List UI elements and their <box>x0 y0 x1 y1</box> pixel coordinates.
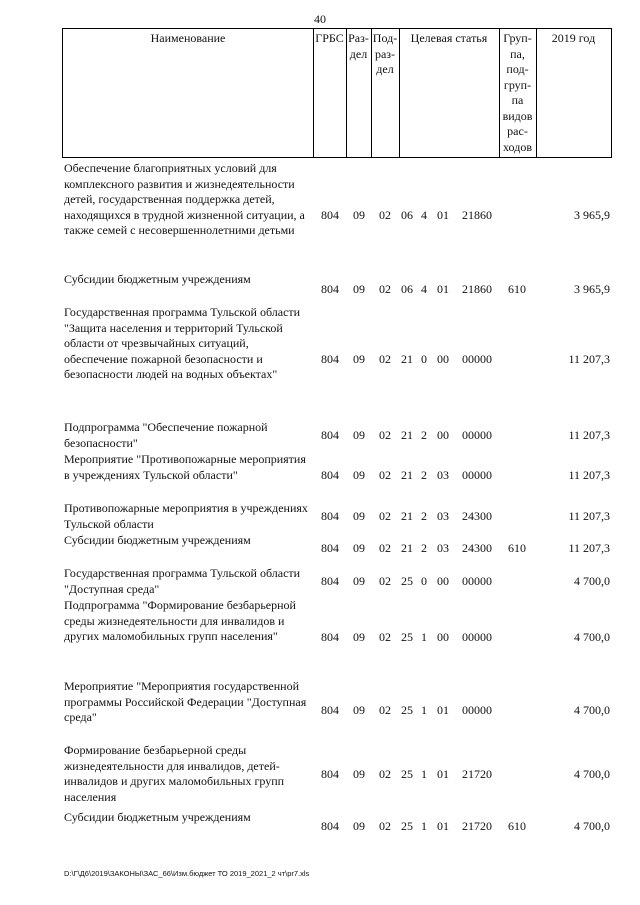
row-podrazdel: 02 <box>379 630 391 644</box>
row-target-event: 01 <box>437 767 449 781</box>
row-podrazdel: 02 <box>379 428 391 442</box>
row-name: Противопожарные мероприятия в учреждениях Тульской области <box>64 501 308 531</box>
row-target-program: 21 <box>401 352 413 366</box>
row-amount: 11 207,3 <box>568 509 610 523</box>
row-razdel: 09 <box>353 509 365 523</box>
row-target-direction: 24300 <box>462 541 492 555</box>
row-grbs: 804 <box>321 468 339 482</box>
row-grbs: 804 <box>321 767 339 781</box>
footer-file-path: D:\Г\Д6\2019\ЗАКОНЫ\ЗАС_66\Изм.бюджет ТО 2019_2021_2 чт\pr7.xls <box>64 869 310 878</box>
row-amount: 11 207,3 <box>568 428 610 442</box>
row-podrazdel: 02 <box>379 703 391 717</box>
row-razdel: 09 <box>353 767 365 781</box>
header-podrazdel: Под- раз- дел <box>372 31 398 76</box>
row-razdel: 09 <box>353 574 365 588</box>
row-name: Государственная программа Тульской области "Доступная среда" <box>64 566 301 596</box>
row-razdel: 09 <box>353 541 365 555</box>
row-podrazdel: 02 <box>379 819 391 833</box>
row-podrazdel: 02 <box>379 574 391 588</box>
row-target-event: 03 <box>437 468 449 482</box>
row-podrazdel: 02 <box>379 767 391 781</box>
row-target-program: 21 <box>401 541 413 555</box>
row-target-direction: 00000 <box>462 703 492 717</box>
row-grbs: 804 <box>321 352 339 366</box>
table-header <box>62 28 612 158</box>
row-target-program: 25 <box>401 819 413 833</box>
row-name: Субсидии бюджетным учреждениям <box>64 533 251 547</box>
row-podrazdel: 02 <box>379 282 391 296</box>
row-target-subprogram: 2 <box>421 509 427 523</box>
row-target-subprogram: 0 <box>421 574 427 588</box>
row-expense-type: 610 <box>508 541 526 555</box>
row-razdel: 09 <box>353 630 365 644</box>
row-podrazdel: 02 <box>379 468 391 482</box>
row-target-subprogram: 4 <box>421 282 427 296</box>
row-podrazdel: 02 <box>379 352 391 366</box>
row-name: Подпрограмма "Формирование безбарьерной среды жизнедеятельности для инвалидов и других маломобильных групп населения" <box>64 598 296 643</box>
row-razdel: 09 <box>353 282 365 296</box>
row-amount: 4 700,0 <box>574 767 610 781</box>
row-name: Субсидии бюджетным учреждениям <box>64 810 251 824</box>
row-name: Мероприятие "Противопожарные мероприятия в учреждениях Тульской области" <box>64 452 306 482</box>
row-target-event: 00 <box>437 428 449 442</box>
row-grbs: 804 <box>321 282 339 296</box>
row-name: Формирование безбарьерной среды жизнедеятельности для инвалидов, детей-инвалидов и других маломобильных групп населения <box>64 743 285 804</box>
row-razdel: 09 <box>353 428 365 442</box>
row-razdel: 09 <box>353 703 365 717</box>
page-number: 40 <box>314 12 326 26</box>
row-target-direction: 00000 <box>462 574 492 588</box>
header-vid: Груп- па, под- груп- па видов рас- ходов <box>502 31 533 154</box>
row-target-event: 00 <box>437 352 449 366</box>
header-grbs: ГРБС <box>315 31 344 45</box>
row-target-subprogram: 0 <box>421 352 427 366</box>
row-amount: 11 207,3 <box>568 541 610 555</box>
row-target-direction: 00000 <box>462 468 492 482</box>
row-target-program: 25 <box>401 630 413 644</box>
row-amount: 3 965,9 <box>574 208 610 222</box>
row-name: Государственная программа Тульской области "Защита населения и территорий Тульской области от чрезвычайных ситуаций, обеспечение пожарной безопасности и безопасности людей на водных объектах" <box>64 305 301 381</box>
row-target-subprogram: 1 <box>421 703 427 717</box>
row-grbs: 804 <box>321 630 339 644</box>
header-year: 2019 год <box>551 31 596 45</box>
row-expense-type: 610 <box>508 819 526 833</box>
row-grbs: 804 <box>321 208 339 222</box>
row-target-program: 25 <box>401 574 413 588</box>
row-amount: 4 700,0 <box>574 630 610 644</box>
row-target-direction: 21860 <box>462 208 492 222</box>
row-target-subprogram: 2 <box>421 541 427 555</box>
row-target-direction: 00000 <box>462 352 492 366</box>
row-target-subprogram: 2 <box>421 468 427 482</box>
row-amount: 11 207,3 <box>568 468 610 482</box>
row-podrazdel: 02 <box>379 208 391 222</box>
row-target-event: 01 <box>437 819 449 833</box>
row-name: Обеспечение благоприятных условий для комплексного развития и жизнедеятельности детей, государственная поддержка детей, находящихся в трудной жизненной ситуации, а также семей с несовершеннолетними детьми <box>64 161 305 237</box>
row-target-event: 00 <box>437 630 449 644</box>
row-target-direction: 00000 <box>462 428 492 442</box>
row-target-direction: 00000 <box>462 630 492 644</box>
row-amount: 3 965,9 <box>574 282 610 296</box>
row-grbs: 804 <box>321 574 339 588</box>
row-target-event: 01 <box>437 208 449 222</box>
row-target-event: 01 <box>437 703 449 717</box>
row-podrazdel: 02 <box>379 509 391 523</box>
row-target-subprogram: 1 <box>421 767 427 781</box>
row-name: Подпрограмма "Обеспечение пожарной безопасности" <box>64 420 268 450</box>
row-target-program: 21 <box>401 509 413 523</box>
row-target-direction: 21720 <box>462 767 492 781</box>
row-razdel: 09 <box>353 819 365 833</box>
row-name: Мероприятие "Мероприятия государственной программы Российской Федерации "Доступная среда" <box>64 679 307 724</box>
row-target-program: 21 <box>401 468 413 482</box>
row-target-program: 06 <box>401 208 413 222</box>
row-target-program: 25 <box>401 703 413 717</box>
row-amount: 4 700,0 <box>574 574 610 588</box>
row-target-event: 03 <box>437 541 449 555</box>
row-razdel: 09 <box>353 352 365 366</box>
row-target-direction: 24300 <box>462 509 492 523</box>
row-amount: 4 700,0 <box>574 819 610 833</box>
row-razdel: 09 <box>353 468 365 482</box>
row-amount: 4 700,0 <box>574 703 610 717</box>
header-name: Наименование <box>150 31 226 45</box>
row-expense-type: 610 <box>508 282 526 296</box>
row-amount: 11 207,3 <box>568 352 610 366</box>
row-target-program: 25 <box>401 767 413 781</box>
row-target-subprogram: 1 <box>421 630 427 644</box>
row-target-event: 03 <box>437 509 449 523</box>
row-target-subprogram: 4 <box>421 208 427 222</box>
row-target-event: 01 <box>437 282 449 296</box>
row-target-event: 00 <box>437 574 449 588</box>
row-target-subprogram: 1 <box>421 819 427 833</box>
header-razdel: Раз- дел <box>348 31 369 61</box>
row-grbs: 804 <box>321 428 339 442</box>
row-target-direction: 21860 <box>462 282 492 296</box>
row-grbs: 804 <box>321 509 339 523</box>
row-grbs: 804 <box>321 819 339 833</box>
row-grbs: 804 <box>321 541 339 555</box>
row-name: Субсидии бюджетным учреждениям <box>64 272 251 286</box>
header-target: Целевая статья <box>410 31 488 45</box>
row-razdel: 09 <box>353 208 365 222</box>
row-grbs: 804 <box>321 703 339 717</box>
row-podrazdel: 02 <box>379 541 391 555</box>
row-target-subprogram: 2 <box>421 428 427 442</box>
row-target-program: 06 <box>401 282 413 296</box>
row-target-program: 21 <box>401 428 413 442</box>
row-target-direction: 21720 <box>462 819 492 833</box>
